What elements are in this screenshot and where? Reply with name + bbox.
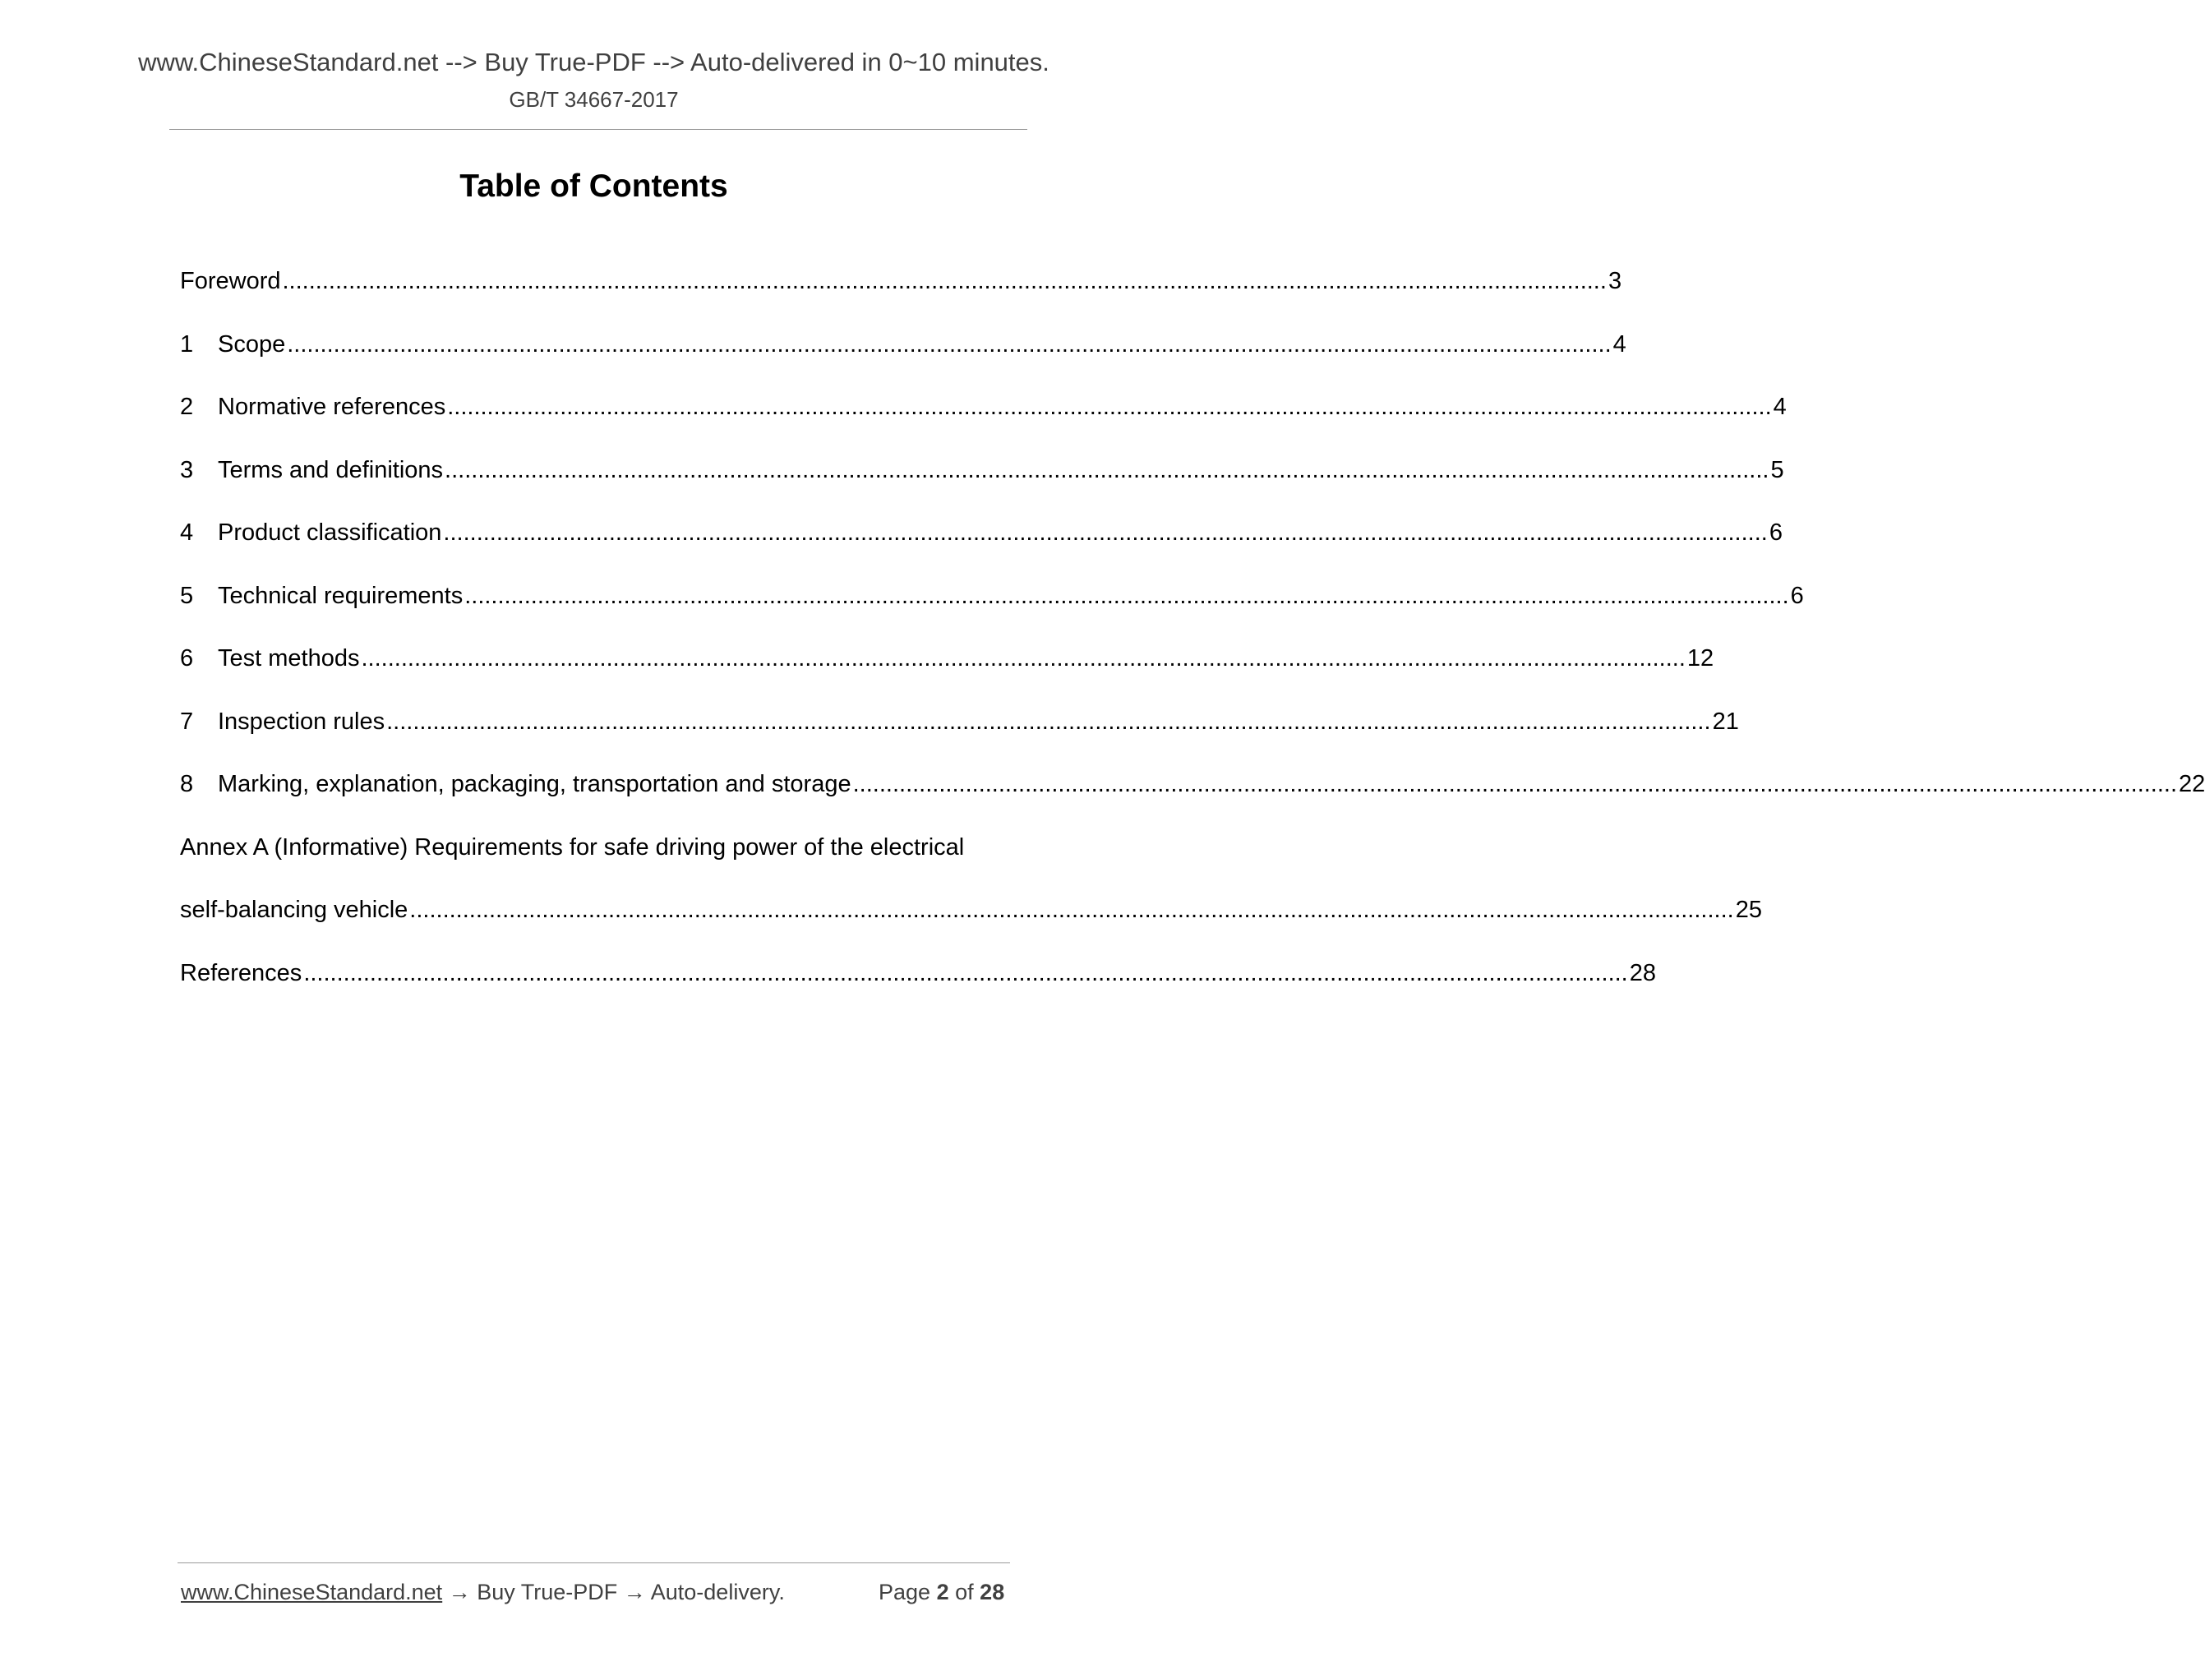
toc-entry-normative-references[interactable] <box>180 389 1787 452</box>
toc-leader-dots: ........................................................................................................................................................................................................ <box>464 582 1789 609</box>
toc-entry-label: Inspection rules <box>218 708 385 735</box>
toc-entry-number: 2 <box>180 394 194 420</box>
toc-entry-annex-a-line1[interactable] <box>180 829 1012 893</box>
page-prefix: Page <box>879 1580 931 1604</box>
toc-entry-label: References <box>180 959 302 986</box>
toc-leader-dots: ........................................................................................................................................................................................................ <box>361 645 1686 672</box>
toc-entry-number: 6 <box>180 645 194 672</box>
header-divider <box>169 129 1027 130</box>
toc-leader-dots: ........................................................................................................................................................................................................ <box>443 519 1768 546</box>
toc-entry-foreword[interactable] <box>180 263 1622 326</box>
toc-leader-dots: ........................................................................................................................................................................................................ <box>445 456 1769 483</box>
toc-entry-page: 4 <box>1773 394 1787 420</box>
toc-entry-page: 6 <box>1769 519 1783 546</box>
footer-promo-text: → Buy True-PDF → Auto-delivery. <box>448 1580 785 1604</box>
toc-entry-label: Test methods <box>218 645 360 672</box>
toc-entry-label: Marking, explanation, packaging, transportation and storage <box>218 771 851 797</box>
page-total: 28 <box>980 1580 1005 1604</box>
toc-entry-number: 4 <box>180 519 194 546</box>
header-banner: www.ChineseStandard.net --> Buy True-PDF --> Auto-delivered in 0~10 minutes. <box>138 48 1049 76</box>
toc-entry-label: Normative references <box>218 394 446 420</box>
toc-entry-page: 12 <box>1686 645 1714 672</box>
footer-promo <box>181 1580 785 1605</box>
footer-divider <box>178 1562 1010 1563</box>
toc-entry-page: 4 <box>1612 330 1626 358</box>
toc-leader-dots: ........................................................................................................................................................................................................ <box>282 268 1607 294</box>
toc-entry-references[interactable] <box>180 955 1657 1018</box>
toc-entry-label: Annex A (Informative) Requirements for safe driving power of the electrical <box>180 833 965 861</box>
toc-entry-label: Foreword <box>180 268 281 294</box>
toc-entry-page: 22 <box>2179 771 2205 797</box>
toc-entry-label: Scope <box>218 330 286 358</box>
toc-entry-page: 21 <box>1712 708 1739 735</box>
toc-entry-page: 6 <box>1790 582 1804 609</box>
toc-entry-number: 7 <box>180 708 194 735</box>
page-current: 2 <box>936 1580 949 1604</box>
toc-entry-number: 3 <box>180 456 194 483</box>
toc-entry-page: 25 <box>1735 897 1762 923</box>
toc-entry-number: 1 <box>180 330 194 358</box>
toc-entry-technical-requirements[interactable] <box>180 578 1804 641</box>
toc-leader-dots: ........................................................................................................................................................................................................ <box>386 708 1711 735</box>
toc-leader-dots: ........................................................................................................................................................................................................ <box>447 394 1772 420</box>
toc-entry-page: 28 <box>1629 959 1657 986</box>
toc-entry-marking[interactable] <box>180 766 2205 829</box>
toc-entry-scope[interactable] <box>180 326 1626 390</box>
toc-leader-dots: ........................................................................................................................................................................................................ <box>303 959 1628 986</box>
toc-entry-number: 8 <box>180 771 194 797</box>
toc-entry-page: 5 <box>1770 456 1784 483</box>
toc-entry-label: Product classification <box>218 519 442 546</box>
toc-leader-dots: ........................................................................................................................................................................................................ <box>409 897 1734 923</box>
toc-entry-number: 5 <box>180 582 194 609</box>
toc-entry-terms-and-definitions[interactable] <box>180 452 1784 515</box>
toc-entry-annex-a-line2[interactable] <box>180 892 1762 955</box>
toc-leader-dots: ........................................................................................................................................................................................................ <box>852 771 2178 797</box>
toc-entry-product-classification[interactable] <box>180 515 1783 578</box>
table-of-contents <box>180 263 2205 1018</box>
toc-entry-label: self-balancing vehicle <box>180 897 408 923</box>
toc-leader-dots: ........................................................................................................................................................................................................ <box>287 330 1612 358</box>
toc-entry-page: 3 <box>1608 268 1622 294</box>
footer-website-link[interactable]: www.ChineseStandard.net <box>181 1580 443 1604</box>
standard-number: GB/T 34667-2017 <box>509 87 679 112</box>
page-indicator <box>879 1580 1004 1605</box>
page-title: Table of Contents <box>459 168 728 204</box>
toc-entry-test-methods[interactable] <box>180 640 1714 704</box>
page-of: of <box>955 1580 974 1604</box>
toc-entry-label: Terms and definitions <box>218 456 444 483</box>
toc-entry-inspection-rules[interactable] <box>180 704 1739 767</box>
toc-entry-label: Technical requirements <box>218 582 464 609</box>
